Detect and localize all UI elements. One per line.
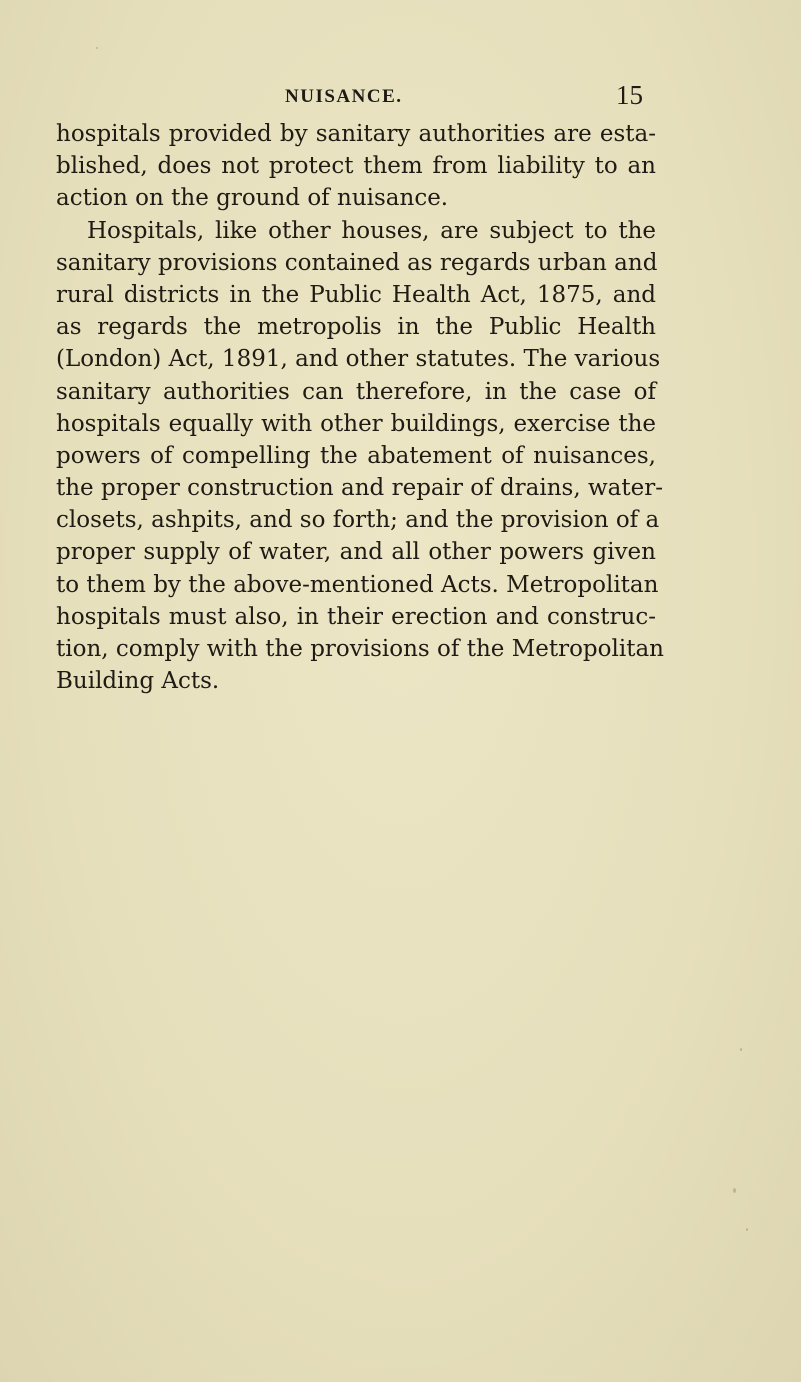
text-line: action on the ground of nuisance.: [56, 185, 449, 212]
text-line: proper supply of water, and all other powers given: [56, 539, 656, 566]
text-line: sanitary provisions contained as regards urban and: [56, 249, 658, 276]
text-line: (London) Act, 1891, and other statutes. The various: [56, 346, 661, 373]
text-line: closets, ashpits, and so forth; and the provision of a: [56, 507, 660, 534]
paper-speck: [740, 1048, 742, 1051]
running-head-title: NUISANCE.: [285, 86, 403, 107]
text-line: to them by the above-mentioned Acts. Metropolitan: [56, 571, 659, 598]
text-line: as regards the metropolis in the Public Health: [56, 314, 656, 341]
text-line: rural districts in the Public Health Act, 1875, and: [56, 281, 656, 308]
paper-speck: [746, 1228, 748, 1231]
text-line: Building Acts.: [56, 668, 220, 695]
paper-speck: [733, 1188, 736, 1193]
text-line: hospitals equally with other buildings, exercise the: [56, 410, 656, 437]
running-head: [0, 80, 801, 116]
text-line: hospitals must also, in their erection and construc-: [56, 603, 656, 630]
text-line: the proper construction and repair of drains, water-: [56, 475, 664, 502]
body-text: [56, 118, 664, 697]
text-line: sanitary authorities can therefore, in the case of: [56, 378, 656, 405]
text-line: powers of compelling the abatement of nuisances,: [56, 442, 656, 469]
page-number: 15: [616, 80, 643, 110]
text-line: blished, does not protect them from liability to an: [56, 153, 656, 180]
paper-speck: [96, 47, 98, 49]
text-line: tion, comply with the provisions of the Metropolitan: [56, 636, 664, 662]
text-line: hospitals provided by sanitary authorities are esta-: [56, 121, 656, 147]
paragraph-start-line: Hospitals, like other houses, are subject to the: [87, 217, 656, 244]
